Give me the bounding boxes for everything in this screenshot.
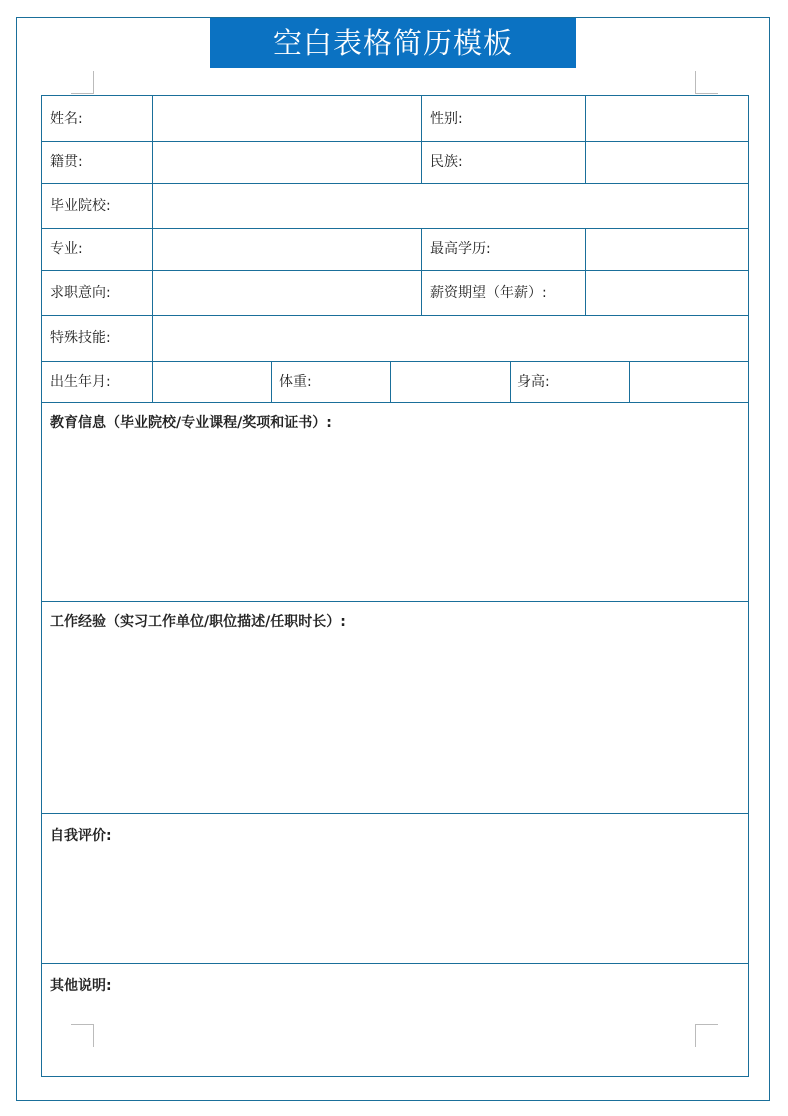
school-label: 毕业院校: [50, 198, 111, 214]
corner-mark-top-right [695, 71, 718, 94]
page-title: 空白表格简历模板 [210, 18, 576, 68]
job-intention-label: 求职意向: [50, 285, 111, 301]
row-divider [42, 141, 748, 142]
column-divider [510, 361, 511, 402]
skills-label: 特殊技能: [50, 330, 111, 346]
column-divider [421, 228, 422, 315]
row-divider [42, 361, 748, 362]
row-divider [42, 228, 748, 229]
weight-label: 体重: [279, 374, 312, 390]
column-divider [390, 361, 391, 402]
ethnicity-label: 民族: [430, 154, 463, 170]
row-divider [42, 813, 748, 814]
height-label: 身高: [517, 374, 550, 390]
column-divider [629, 361, 630, 402]
row-divider [42, 315, 748, 316]
degree-label: 最高学历: [430, 241, 491, 257]
corner-mark-top-left [71, 71, 94, 94]
name-label: 姓名: [50, 111, 83, 127]
row-divider [42, 601, 748, 602]
column-divider [585, 96, 586, 183]
other-section-title: 其他说明: [50, 978, 112, 994]
gender-label: 性别: [430, 111, 463, 127]
row-divider [42, 402, 748, 403]
experience-section-title: 工作经验（实习工作单位/职位描述/任职时长）: [50, 614, 346, 630]
salary-label: 薪资期望（年薪）: [430, 285, 547, 301]
row-divider [42, 183, 748, 184]
row-divider [42, 963, 748, 964]
row-divider [42, 270, 748, 271]
column-divider [421, 96, 422, 183]
self-evaluation-section-title: 自我评价: [50, 828, 112, 844]
major-label: 专业: [50, 241, 83, 257]
birth-label: 出生年月: [50, 374, 111, 390]
resume-form-table [41, 95, 749, 1077]
native-place-label: 籍贯: [50, 154, 83, 170]
column-divider [271, 361, 272, 402]
column-divider [585, 228, 586, 315]
column-divider [152, 96, 153, 402]
education-section-title: 教育信息（毕业院校/专业课程/奖项和证书）: [50, 415, 332, 431]
